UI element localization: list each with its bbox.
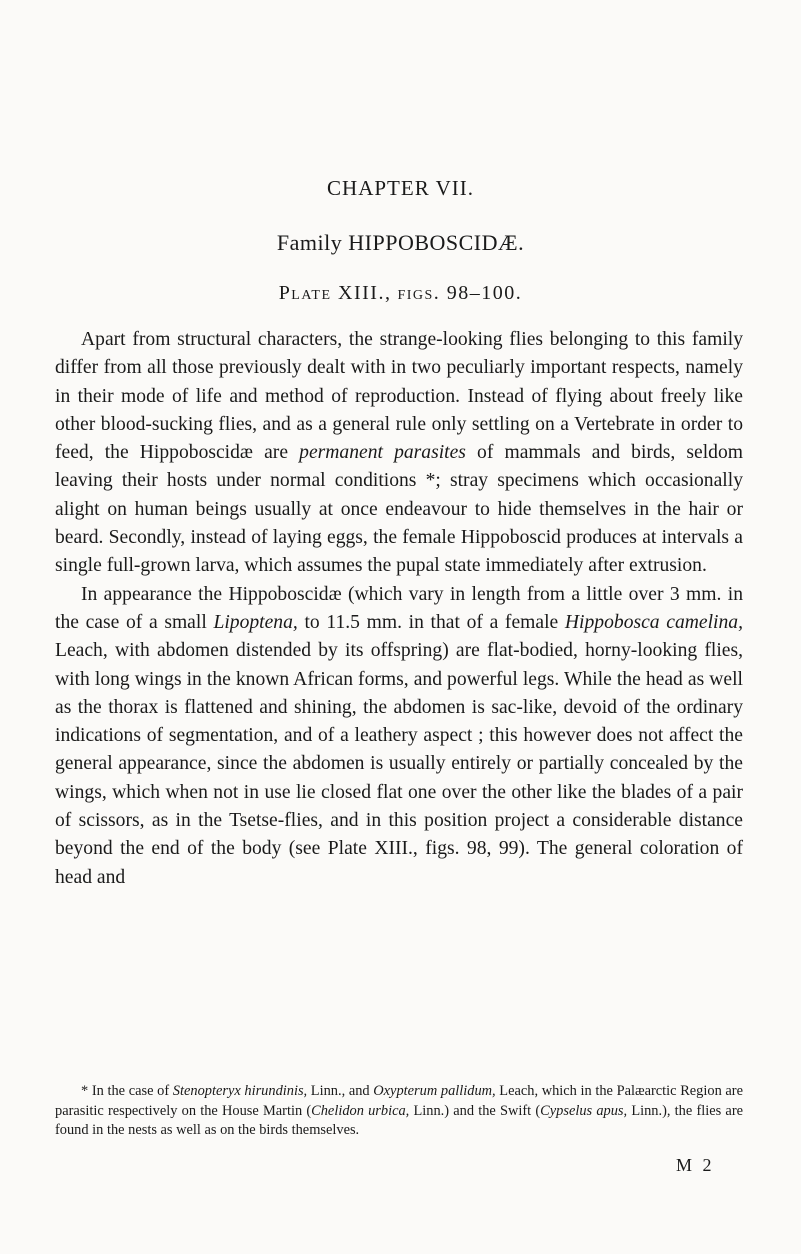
- footnote-paragraph: [55, 1082, 743, 1141]
- family-heading: Family HIPPOBOSCIDÆ.: [276, 230, 525, 255]
- paragraph-2-text-2: to 11.5 mm. in that of a female: [297, 611, 565, 633]
- paragraph-2-text-1: In appearance the Hippoboscidæ (which vary in length from a little over 3 mm. in the case of a small: [55, 583, 743, 633]
- paragraph-2-text-3: Leach, with abdomen distended by its offspring) are flat-bodied, horny-looking flies, with long wings in the known African forms, and powerful legs. While the head as well as the thorax is flattened and shining, the abdomen is sac-like, devoid of the ordinary indications of segmentation, and of a leathery aspect ; this however does not affect the general appearance, since the abdomen is usually entirely or partially concealed by the wings, which when not in use lie closed flat one over the other like the blades of a pair of scissors, as in the Tsetse-flies, and in this position project a considerable distance beyond the end of the body (see Plate XIII., figs. 98, 99). The general coloration of head and: [55, 640, 743, 888]
- signature-mark: M 2: [676, 1155, 715, 1175]
- paragraph-2-italic-2: Hippobosca camelina,: [564, 611, 743, 633]
- paragraph-1-text-2: of mammals and birds, seldom leaving their hosts under normal conditions *; stray specimens which occasionally alight on human beings usually at once endeavour to hide themselves in the hair or beard. Secondly, instead of laying eggs, the female Hippoboscid produces at intervals a single full-grown larva, which assumes the pupal state immediately after extrusion.: [55, 442, 743, 577]
- footnote-text-2: Linn., and: [307, 1083, 374, 1099]
- chapter-heading: CHAPTER VII.: [327, 176, 474, 200]
- footnote-italic-1: Stenopteryx hirundinis,: [172, 1083, 308, 1099]
- footnote: [55, 1082, 743, 1141]
- footnote-italic-2: Oxypterum pallidum,: [373, 1083, 496, 1099]
- paragraph-2: [55, 581, 743, 892]
- footnote-text-3: Leach, which in the Palæarctic Region are parasitic respectively on the House Martin (: [55, 1083, 743, 1119]
- body-text: [55, 326, 743, 892]
- plate-reference: [0, 282, 801, 305]
- paragraph-1: [55, 326, 743, 581]
- footnote-text-4: Linn.) and the Swift (: [409, 1102, 541, 1119]
- footnote-text-1: * In the case of: [81, 1083, 173, 1099]
- footnote-text-5: Linn.), the flies are found in the nests as well as on the birds themselves.: [55, 1102, 743, 1139]
- plate-label: Plate XIII.,: [278, 282, 392, 304]
- paragraph-1-italic-1: permanent parasites: [299, 442, 466, 464]
- paragraph-1-text-1: Apart from structural characters, the strange-looking flies belonging to this family differ from all those previously dealt with in two peculiarly important respects, namely in their mode of life and method of reproduction. Instead of flying about freely like other blood-sucking flies, and as a general rule only settling on a Vertebrate in order to feed, the Hippoboscidæ are: [55, 329, 743, 464]
- paragraph-2-italic-1: Lipoptena,: [213, 611, 298, 633]
- footnote-italic-4: Cypselus apus,: [540, 1102, 628, 1119]
- footnote-italic-3: Chelidon urbica,: [311, 1102, 410, 1119]
- figs-label: figs. 98–100.: [397, 282, 523, 304]
